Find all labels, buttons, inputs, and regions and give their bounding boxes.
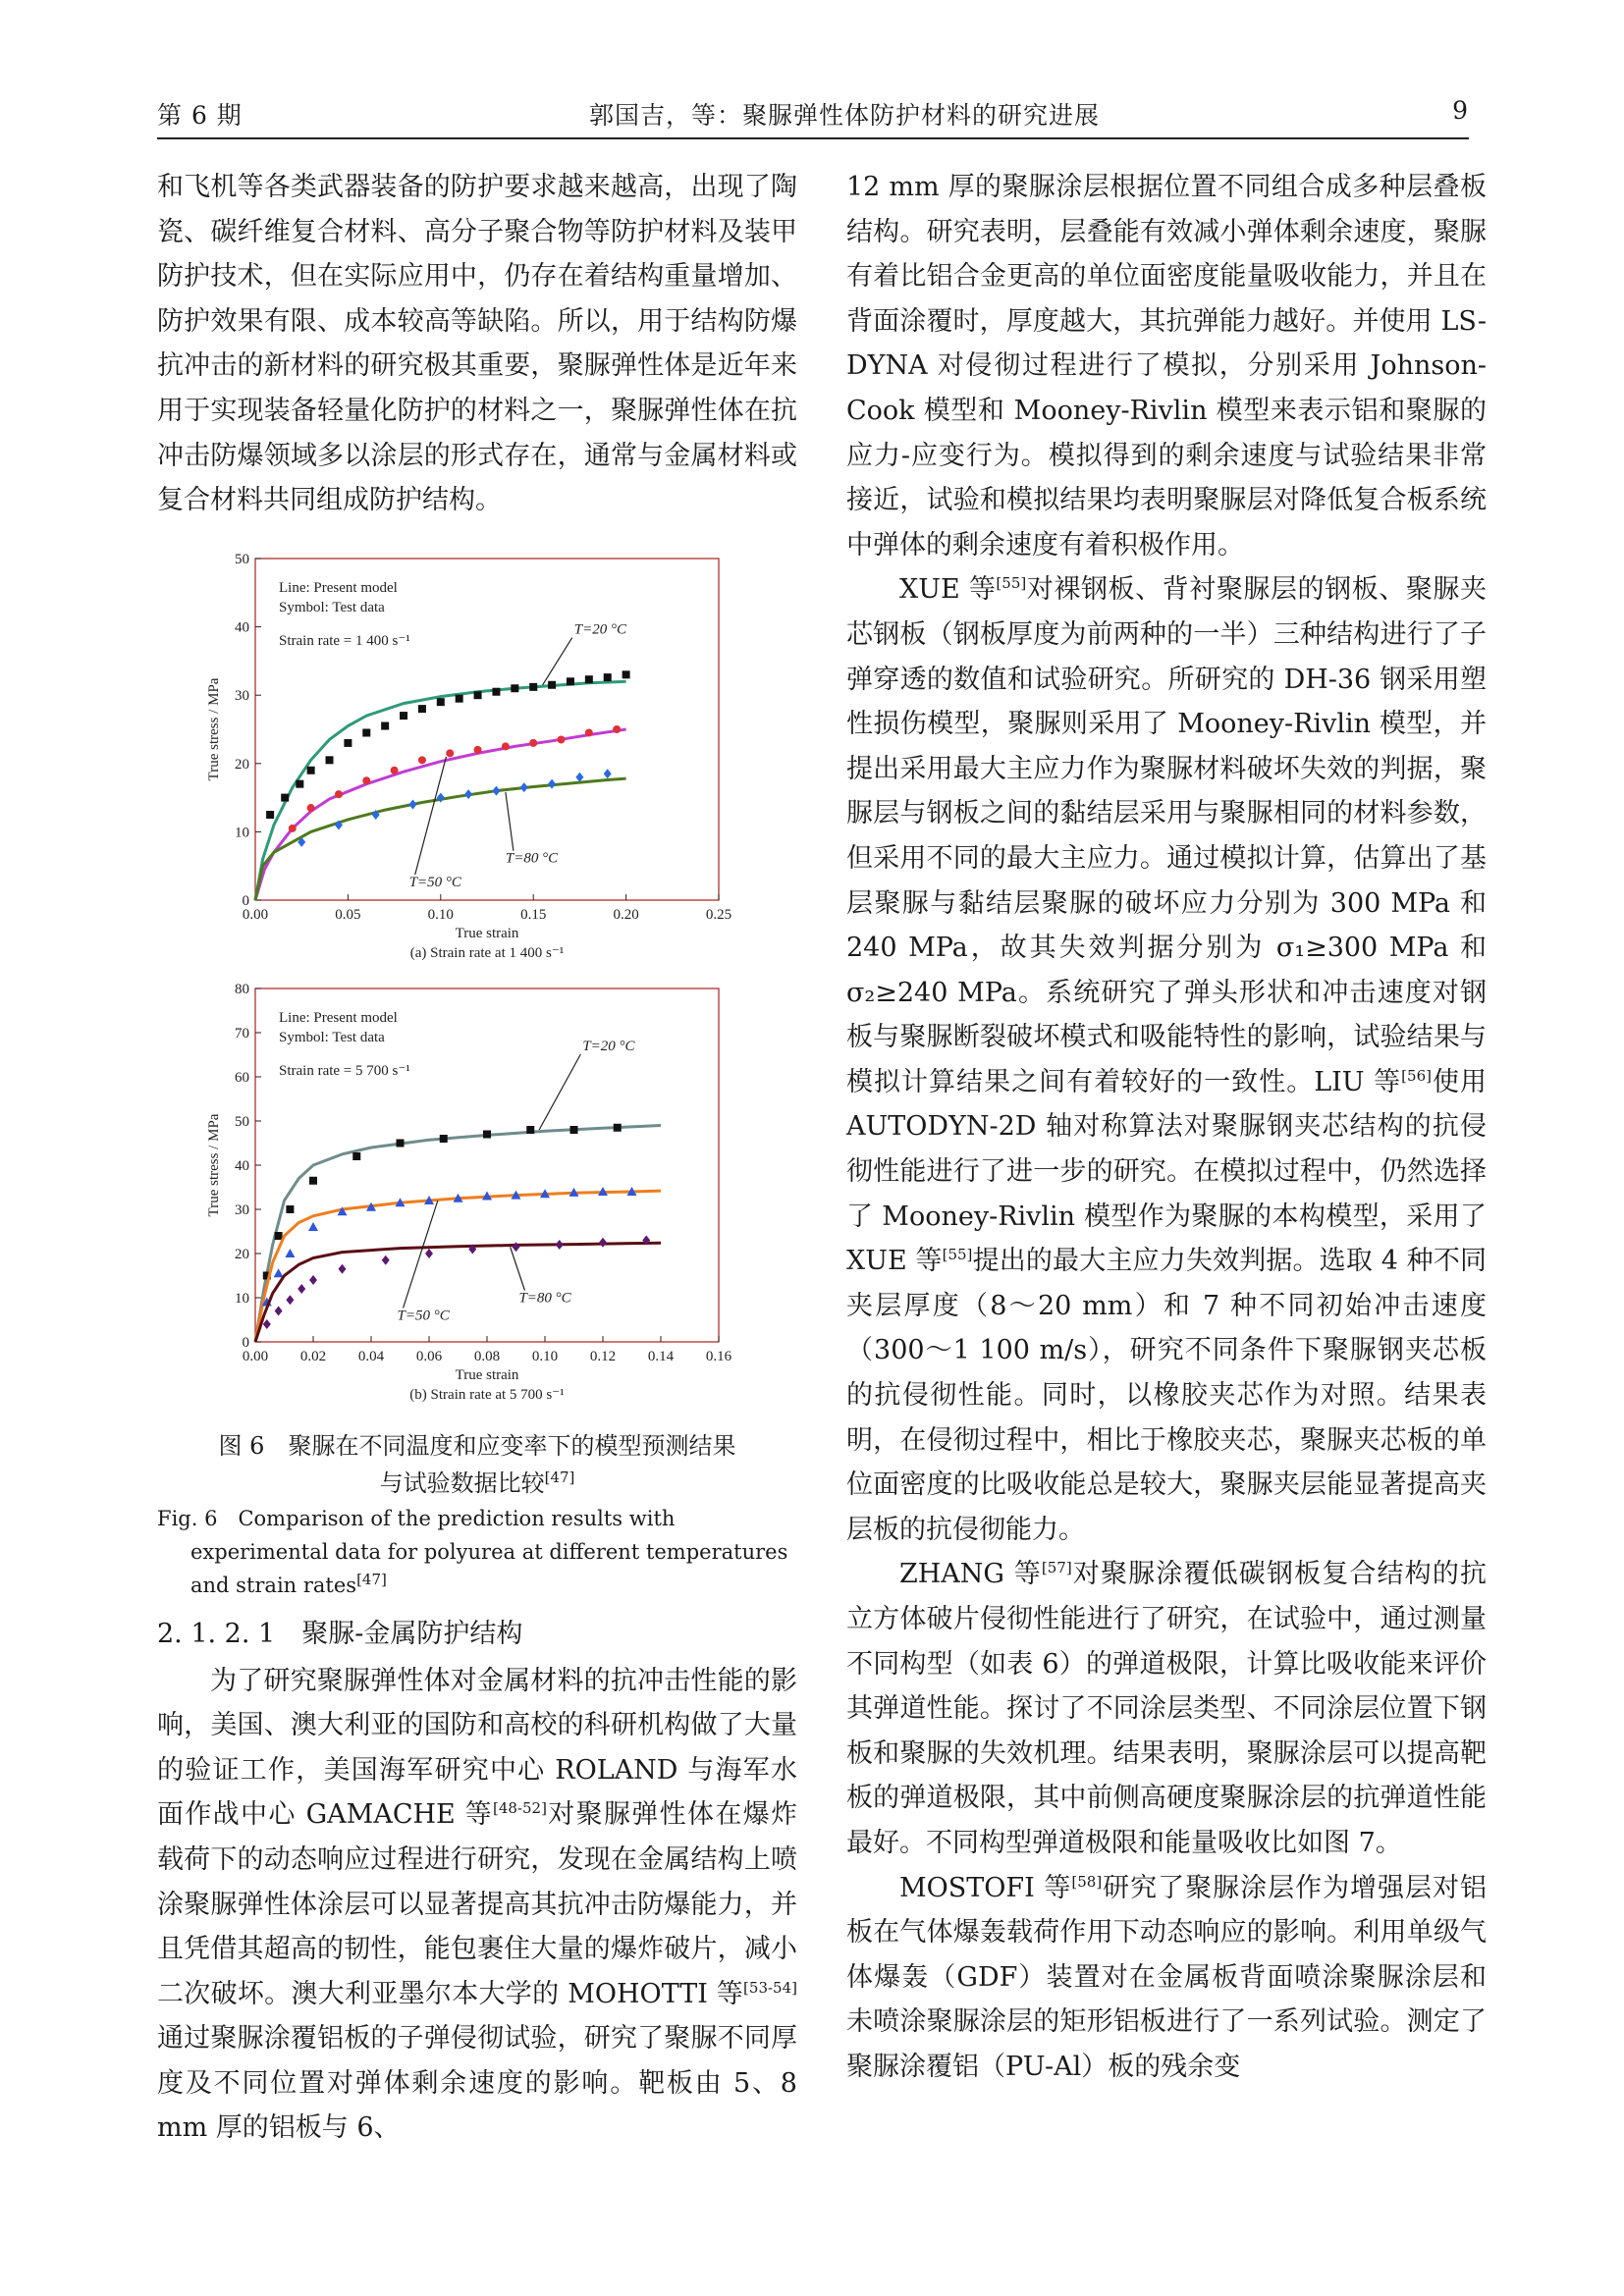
legend-symbol: Symbol: Test data xyxy=(279,1030,385,1046)
data-point xyxy=(263,1319,271,1329)
y-tick-label: 50 xyxy=(235,551,249,567)
data-point xyxy=(529,739,537,747)
annotation-leader xyxy=(539,1054,580,1130)
data-point xyxy=(408,799,416,809)
caption-cn-line2: 与试验数据比较 xyxy=(379,1468,545,1497)
citation: [55] xyxy=(996,574,1027,593)
y-tick-label: 30 xyxy=(235,687,249,704)
y-tick-label: 30 xyxy=(235,1202,249,1219)
data-point xyxy=(381,721,389,729)
y-tick-label: 20 xyxy=(235,756,249,773)
x-tick-label: 0.00 xyxy=(242,1349,269,1365)
data-point xyxy=(585,728,593,736)
paragraph-cont: 12 mm 厚的聚脲涂层根据位置不同组合成多种层叠板结构。研究表明，层叠能有效减小弹体剩余速度，聚脲有着比铝合金更高的单位面密度能量吸收能力，并且在背面涂覆时，厚度越大，其抗弹能力越好。并使用 LS-DYNA 对侵彻过程进行了模拟，分别采用 Johnson-Cook 模型和 Mooney-Rivlin 模型来表示铝和聚脲的应力-应变行为。模拟得到的剩余速度与试验结果非常接近，试验和模拟结果均表明聚脲层对降低复合板系统中弹体的剩余速度有着积极作用。 xyxy=(846,172,1487,561)
citation: [57] xyxy=(1041,1559,1072,1577)
legend-line: Line: Present model xyxy=(279,1010,398,1027)
data-point xyxy=(483,1131,491,1139)
data-point xyxy=(344,739,352,747)
temperature-label: T=80 °C xyxy=(505,850,559,867)
legend-symbol: Symbol: Test data xyxy=(279,599,385,615)
para-text: 使用 AUTODYN-2D 轴对称算法对聚脲钢夹芯结构的抗侵彻性能进行了进一步的研究。在模拟过程中，仍然选择了 Mooney-Rivlin 模型作为聚脲的本构模型，采用了 XUE 等 xyxy=(846,1066,1487,1277)
intro-paragraph: 和飞机等各类武器装备的防护要求越来越高，出现了陶瓷、碳纤维复合材料、高分子聚合物等防护材料及装甲防护技术，但在实际应用中，仍存在着结构重量增加、防护效果有限、成本较高等缺陷。所以，用于结构防爆抗冲击的新材料的研究极其重要，聚脲弹性体是近年来用于实现装备轻量化防护的材料之一，聚脲弹性体在抗冲击防爆领域多以涂层的形式存在，通常与金属材料或复合材料共同组成防护结构。 xyxy=(157,172,797,516)
x-tick-label: 0.16 xyxy=(705,1349,732,1365)
paragraph-zhang xyxy=(846,1552,1487,1865)
citation: [56] xyxy=(1401,1066,1432,1085)
data-point xyxy=(529,683,537,691)
x-tick-label: 0.12 xyxy=(589,1349,617,1365)
data-point xyxy=(548,681,556,689)
journal-issue: 第 6 期 xyxy=(157,101,243,130)
data-point xyxy=(464,789,472,799)
citation: [55] xyxy=(942,1246,973,1264)
x-tick-label: 0.04 xyxy=(357,1349,385,1365)
para-text: MOSTOFI 等 xyxy=(899,1872,1072,1903)
data-point xyxy=(437,698,445,706)
data-point xyxy=(266,811,274,819)
data-point xyxy=(281,793,289,801)
data-point xyxy=(613,725,621,733)
para-text: 对聚脲涂覆低碳钢板复合结构的抗立方体破片侵彻性能进行了研究，在试验中，通过测量不同构型（如表 6）的弹道极限，计算比吸收能来评价其弹道性能。探讨了不同涂层类型、不同涂层位置下钢板和聚脲的失效机理。结果表明，聚脲涂层可以提高靶板的弹道极限，其中前侧高硬度聚脲涂层的抗弹道性能最好。不同构型弹道极限和能量吸收比如图 7。 xyxy=(846,1559,1487,1858)
temperature-label: T=80 °C xyxy=(518,1290,571,1307)
y-tick-label: 80 xyxy=(235,982,249,998)
strain-rate-label: Strain rate = 5 700 s⁻¹ xyxy=(279,1063,410,1080)
data-point xyxy=(520,782,528,792)
data-point xyxy=(567,677,574,685)
paragraph-mostofi xyxy=(846,1866,1487,2090)
paragraph-xue xyxy=(846,567,1487,1552)
data-point xyxy=(391,767,399,774)
x-tick-label: 0.10 xyxy=(531,1349,559,1365)
citation: [53-54] xyxy=(743,1978,797,1997)
data-point xyxy=(339,1264,347,1274)
data-point xyxy=(418,756,426,764)
data-point xyxy=(502,742,510,750)
data-point xyxy=(309,1275,317,1285)
temperature-label: T=50 °C xyxy=(397,1308,450,1324)
data-point xyxy=(456,694,463,702)
data-point xyxy=(308,1222,318,1231)
y-tick-label: 10 xyxy=(235,1291,249,1308)
x-tick-label: 0.15 xyxy=(520,906,547,923)
x-tick-label: 0.10 xyxy=(427,906,454,923)
page-header xyxy=(157,96,1469,135)
data-point xyxy=(440,1135,448,1143)
data-point xyxy=(474,691,482,699)
y-tick-label: 50 xyxy=(235,1114,249,1131)
x-axis-label: True strain xyxy=(455,925,519,941)
annotation-leader xyxy=(506,792,514,851)
para-text: 为了研究聚脲弹性体对金属材料的抗冲击性能的影响，美国、澳大利亚的国防和高校的科研机构做了大量的验证工作，美国海军研究中心 ROLAND 与海军水面作战中心 GAMACHE 等 xyxy=(157,1665,797,1831)
data-point xyxy=(275,1307,283,1316)
y-tick-label: 60 xyxy=(235,1070,249,1087)
x-tick-label: 0.00 xyxy=(242,906,269,923)
chart-panel-a xyxy=(157,545,797,967)
data-point xyxy=(326,756,334,764)
figure-6 xyxy=(157,545,797,1602)
model-line-1 xyxy=(255,1126,661,1343)
para-text: ZHANG 等 xyxy=(899,1559,1042,1590)
model-line-1 xyxy=(255,681,626,900)
data-point xyxy=(585,675,593,683)
data-point xyxy=(548,778,556,788)
para-text: 对聚脲弹性体在爆炸载荷下的动态响应过程进行研究，发现在金属结构上喷涂聚脲弹性体涂层可以显著提高其抗冲击防爆能力，并且凭借其超高的韧性，能包裹住大量的爆炸破片，减小二次破坏。澳大利亚墨尔本大学的 MOHOTTI 等 xyxy=(157,1799,797,2009)
para-text: 对裸钢板、背衬聚脲层的钢板、聚脲夹芯钢板（钢板厚度为前两种的一半）三种结构进行了子弹穿透的数值和试验研究。所研究的 DH-36 钢采用塑性损伤模型，聚脲则采用了 Mooney-Rivlin 模型，并提出采用最大主应力作为聚脲材料破坏失效的判据，聚脲层与钢板之间的黏结层采用与聚脲相同的材料参数，但采用不同的最大主应力。通过模拟计算，估算出了基层聚脲与黏结层聚脲的破坏应力分别为 300 MPa 和 240 MPa，故其失效判据分别为 σ₁≥300 MPa 和 σ₂≥240 MPa。系统研究了弹头形状和冲击速度对钢板与聚脲断裂破坏模式和吸能特性的影响，试验结果与模拟计算结果之间有着较好的一致性。LIU 等 xyxy=(846,574,1487,1097)
caption-cn-ref: [47] xyxy=(544,1468,575,1486)
caption-en-ref: [47] xyxy=(356,1570,387,1588)
data-point xyxy=(275,1232,283,1240)
data-point xyxy=(286,1296,294,1306)
data-point xyxy=(425,1249,433,1258)
data-point xyxy=(298,1284,305,1294)
data-point xyxy=(362,728,370,736)
figure-caption-cn xyxy=(157,1427,797,1502)
legend-line: Line: Present model xyxy=(279,579,398,596)
data-point xyxy=(492,785,500,795)
data-point xyxy=(418,705,426,713)
y-axis-label: True stress / MPa xyxy=(206,1113,222,1217)
temperature-label: T=50 °C xyxy=(408,874,461,890)
y-tick-label: 20 xyxy=(235,1247,249,1263)
x-axis-label: True strain xyxy=(455,1367,519,1384)
x-tick-label: 0.20 xyxy=(613,906,639,923)
data-point xyxy=(352,1152,360,1160)
page-number: 9 xyxy=(1452,96,1469,125)
data-point xyxy=(558,735,566,743)
y-tick-label: 0 xyxy=(242,1335,249,1352)
data-point xyxy=(575,772,583,781)
data-point xyxy=(604,673,612,681)
para-text: 通过聚脲涂覆铝板的子弹侵彻试验，研究了聚脲不同厚度及不同位置对弹体剩余速度的影响。靶板由 5、8 mm 厚的铝板与 6、 xyxy=(157,2023,797,2144)
x-tick-label: 0.02 xyxy=(299,1349,327,1365)
strain-rate-label: Strain rate = 1 400 s⁻¹ xyxy=(279,632,410,649)
x-tick-label: 0.25 xyxy=(705,906,732,923)
data-point xyxy=(446,749,454,757)
citation: [48-52] xyxy=(493,1799,547,1818)
panel-title: (a) Strain rate at 1 400 s⁻¹ xyxy=(409,944,565,961)
data-point xyxy=(289,825,297,832)
annotation-leader xyxy=(415,757,447,875)
para-text: 研究了聚脲涂层作为增强层对铝板在气体爆轰载荷作用下动态响应的影响。利用单级气体爆轰（GDF）装置对在金属板背面喷涂聚脲涂层和未喷涂聚脲涂层的矩形铝板进行了一系列试验。测定了聚脲涂覆铝（PU-Al）板的残余变 xyxy=(846,1872,1488,2082)
y-tick-label: 0 xyxy=(242,892,249,909)
y-tick-label: 40 xyxy=(235,619,249,636)
data-point xyxy=(307,767,315,774)
y-tick-label: 40 xyxy=(235,1158,249,1175)
figure-caption-en xyxy=(157,1502,797,1602)
running-title: 郭国吉，等：聚脲弹性体防护材料的研究进展 xyxy=(589,101,1101,130)
data-point xyxy=(296,779,303,787)
data-point xyxy=(335,790,343,798)
data-point xyxy=(285,1249,295,1257)
chart-panel-b xyxy=(157,981,797,1413)
section-paragraph xyxy=(157,1659,797,2152)
right-column xyxy=(846,165,1487,2090)
para-text: XUE 等 xyxy=(899,574,997,606)
data-point xyxy=(400,712,407,720)
section-heading: 2. 1. 2. 1 聚脲-金属防护结构 xyxy=(157,1618,523,1649)
para-text: 提出的最大主应力失效判据。选取 4 种不同夹层厚度（8～20 mm）和 7 种不同初始冲击速度（300～1 100 m/s），研究不同条件下聚脲钢夹芯板的抗侵彻性能。同时，以橡胶夹芯作为对照。结果表明，在侵彻过程中，相比于橡胶夹芯，聚脲夹芯板的单位面密度的比吸收能总是较大，聚脲夹层能显著提高夹层板的抗侵彻能力。 xyxy=(846,1246,1488,1545)
annotation-leader xyxy=(511,1248,525,1291)
y-axis-label: True stress / MPa xyxy=(206,677,222,781)
data-point xyxy=(511,684,518,692)
data-point xyxy=(492,687,500,695)
header-rule xyxy=(157,137,1469,139)
data-point xyxy=(513,1243,520,1253)
data-point xyxy=(307,804,315,812)
data-point xyxy=(286,1205,294,1213)
panel-title: (b) Strain rate at 5 700 s⁻¹ xyxy=(409,1387,565,1404)
x-tick-label: 0.05 xyxy=(335,906,361,923)
data-point xyxy=(397,1140,405,1148)
x-tick-label: 0.08 xyxy=(473,1349,501,1365)
x-tick-label: 0.14 xyxy=(647,1349,675,1365)
caption-en-text: Fig. 6 Comparison of the prediction results with experimental data for polyurea at different temperatures and strain rates xyxy=(157,1506,788,1597)
model-line-3 xyxy=(255,1244,661,1343)
y-tick-label: 10 xyxy=(235,825,249,841)
temperature-label: T=20 °C xyxy=(582,1039,635,1055)
data-point xyxy=(382,1255,390,1265)
data-point xyxy=(614,1124,622,1132)
data-point xyxy=(474,746,482,754)
model-line-2 xyxy=(255,1191,661,1342)
data-point xyxy=(599,1238,607,1248)
data-point xyxy=(604,769,612,778)
left-column xyxy=(157,165,797,2151)
temperature-label: T=20 °C xyxy=(573,621,626,638)
citation: [58] xyxy=(1071,1872,1103,1891)
x-tick-label: 0.06 xyxy=(415,1349,443,1365)
data-point xyxy=(274,1269,284,1278)
data-point xyxy=(570,1126,578,1134)
data-point xyxy=(526,1126,534,1134)
y-tick-label: 70 xyxy=(235,1026,249,1042)
data-point xyxy=(362,776,370,784)
data-point xyxy=(623,670,630,678)
data-point xyxy=(309,1177,317,1185)
data-point xyxy=(556,1240,564,1250)
caption-cn-line1: 图 6 聚脲在不同温度和应变率下的模型预测结果 xyxy=(218,1431,736,1460)
annotation-leader xyxy=(404,1201,438,1308)
